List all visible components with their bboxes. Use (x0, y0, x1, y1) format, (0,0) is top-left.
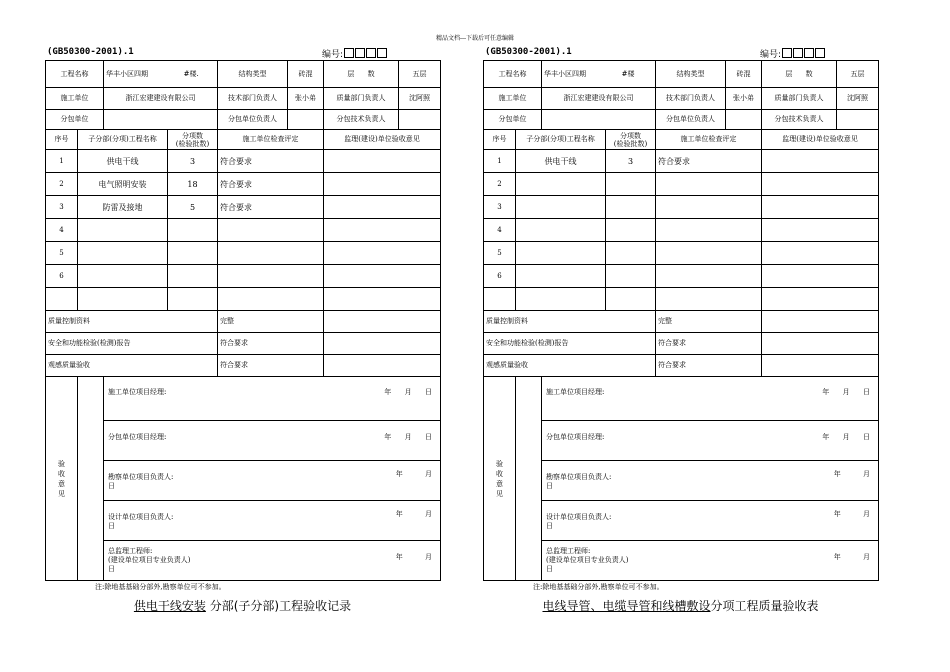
row-name (78, 265, 168, 288)
acceptance-body-table (483, 149, 879, 581)
row-name (516, 219, 606, 242)
item-row (484, 265, 879, 288)
row-eval (656, 173, 762, 196)
tech-head-label: 技术部门负责人 (218, 88, 288, 110)
column-header-row (46, 130, 441, 150)
signature-date: 年 月 日 (822, 388, 870, 396)
row-name: 供电干线 (516, 150, 606, 173)
row-seq: 3 (46, 196, 78, 219)
row-count (606, 219, 656, 242)
row-count: 3 (168, 150, 218, 173)
form-header (483, 46, 878, 60)
appearance-check-opinion (324, 355, 441, 377)
row-count (168, 242, 218, 265)
item-row (46, 196, 441, 219)
signature-label: 施工单位项目经理: (108, 388, 167, 396)
item-row (484, 173, 879, 196)
form-number (322, 47, 387, 60)
row-count: 5 (168, 196, 218, 219)
appearance-check-label: 观感质量验收 (484, 355, 656, 377)
appearance-check-value: 符合要求 (656, 355, 762, 377)
col-count: 分项数 (检验批数) (606, 130, 656, 150)
signature-row (484, 541, 879, 581)
row-eval (656, 219, 762, 242)
form-header (45, 46, 440, 60)
col-seq: 序号 (46, 130, 78, 150)
project-name: 华丰小区四期 #楼. (104, 61, 218, 88)
floors-label: 层 数 (762, 61, 837, 88)
quality-head-label: 质量部门负责人 (762, 88, 837, 110)
contractor-label: 施工单位 (46, 88, 104, 110)
signature-cell (542, 377, 879, 421)
row-eval: 符合要求 (218, 173, 324, 196)
row-opinion (324, 219, 441, 242)
signature-date: 年 月 (395, 553, 432, 561)
info-row (46, 88, 441, 110)
row-seq: 5 (46, 242, 78, 265)
row-eval (218, 219, 324, 242)
row-opinion (324, 196, 441, 219)
sub-tech-value (837, 110, 879, 130)
top-note: 精品文档---下载后可任意编辑 (435, 35, 515, 42)
item-row (46, 173, 441, 196)
signature-row (46, 541, 441, 581)
contractor-value: 浙江宏建建设有限公司 (542, 88, 656, 110)
row-seq: 2 (484, 173, 516, 196)
signature-label: 分包单位项目经理: (546, 433, 605, 441)
safety-report-opinion (324, 333, 441, 355)
acceptance-table (483, 60, 879, 150)
row-eval (218, 265, 324, 288)
tech-head-value: 张小弟 (726, 88, 762, 110)
row-seq: 1 (46, 150, 78, 173)
row-seq: 2 (46, 173, 78, 196)
signature-label: 总监理工程师: (建设单位项目专业负责人) 日 (108, 547, 191, 573)
signature-cell (104, 377, 441, 421)
row-name (78, 242, 168, 265)
acceptance-blank (78, 377, 104, 581)
safety-report-value: 符合要求 (218, 333, 324, 355)
info-row (46, 61, 441, 88)
item-row (46, 150, 441, 173)
appearance-check-value: 符合要求 (218, 355, 324, 377)
row-opinion (762, 219, 879, 242)
row-opinion (762, 150, 879, 173)
col-opinion: 监理(建设)单位验收意见 (324, 130, 441, 150)
item-row (484, 288, 879, 311)
signature-date: 年 月 (833, 470, 870, 478)
row-count (606, 173, 656, 196)
row-eval: 符合要求 (218, 150, 324, 173)
signature-row (46, 501, 441, 541)
row-opinion (762, 196, 879, 219)
quality-docs-value: 完整 (656, 311, 762, 333)
item-row (484, 219, 879, 242)
safety-report-value: 符合要求 (656, 333, 762, 355)
row-opinion (762, 173, 879, 196)
row-name (516, 173, 606, 196)
floors-label: 层 数 (324, 61, 399, 88)
signature-row (484, 377, 879, 421)
subcontractor-label: 分包单位 (484, 110, 542, 130)
left-acceptance-form (45, 46, 440, 614)
row-seq: 3 (484, 196, 516, 219)
quality-docs-label: 质量控制资料 (484, 311, 656, 333)
row-opinion (762, 242, 879, 265)
signature-label: 设计单位项目负责人: 日 (108, 513, 174, 530)
row-eval: 符合要求 (656, 150, 762, 173)
info-row (484, 88, 879, 110)
row-seq: 6 (484, 265, 516, 288)
row-count (606, 265, 656, 288)
info-row (484, 110, 879, 130)
row-count (606, 288, 656, 311)
row-count (168, 265, 218, 288)
structure-label: 结构类型 (218, 61, 288, 88)
number-box[interactable] (344, 48, 354, 58)
tech-head-value: 张小弟 (288, 88, 324, 110)
structure-label: 结构类型 (656, 61, 726, 88)
acceptance-blank (516, 377, 542, 581)
project-name: 华丰小区四期 #楼 (542, 61, 656, 88)
signature-cell (104, 461, 441, 501)
signature-cell (542, 501, 879, 541)
quality-docs-row (46, 311, 441, 333)
row-count (168, 219, 218, 242)
sub-tech-label: 分包技术负责人 (762, 110, 837, 130)
footnote: 注:除地基基础分部外,勘察单位可不参加。 (95, 583, 226, 591)
tech-head-label: 技术部门负责人 (656, 88, 726, 110)
floors-value: 五层 (837, 61, 879, 88)
item-row (46, 219, 441, 242)
safety-report-label: 安全和功能检验(检测)报告 (46, 333, 218, 355)
safety-report-label: 安全和功能检验(检测)报告 (484, 333, 656, 355)
row-seq: 4 (484, 219, 516, 242)
row-eval (656, 242, 762, 265)
quality-head-value: 沈阿照 (399, 88, 441, 110)
signature-cell (542, 421, 879, 461)
footnote: 注:除地基基础分部外,勘察单位可不参加。 (533, 583, 664, 591)
structure-value: 砖混 (726, 61, 762, 88)
form-title-rest: 分部(子分部)工程验收记录 (205, 599, 352, 613)
row-eval (656, 288, 762, 311)
signature-label: 总监理工程师: (建设单位项目专业负责人) 日 (546, 547, 629, 573)
signature-cell (542, 541, 879, 581)
row-name: 电气照明安装 (78, 173, 168, 196)
row-opinion (324, 265, 441, 288)
col-opinion: 监理(建设)单位验收意见 (762, 130, 879, 150)
signature-cell (104, 541, 441, 581)
acceptance-body-table (45, 149, 441, 581)
signature-date: 年 月 (833, 553, 870, 561)
sub-tech-label: 分包技术负责人 (324, 110, 399, 130)
number-box[interactable] (793, 48, 803, 58)
row-opinion (762, 288, 879, 311)
signature-date: 年 月 (833, 510, 870, 518)
number-box[interactable] (366, 48, 376, 58)
signature-date: 年 月 日 (384, 388, 432, 396)
sub-head-label: 分包单位负责人 (218, 110, 288, 130)
sub-head-value (288, 110, 324, 130)
quality-docs-row (484, 311, 879, 333)
signature-row (46, 421, 441, 461)
form-title-rest: 分项工程质量验收表 (710, 599, 819, 613)
signature-date: 年 月 日 (822, 433, 870, 441)
acceptance-label: 验 收 意 见 (484, 377, 516, 581)
appearance-check-opinion (762, 355, 879, 377)
number-box[interactable] (355, 48, 365, 58)
subcontractor-label: 分包单位 (46, 110, 104, 130)
form-title (483, 597, 878, 614)
row-opinion (324, 242, 441, 265)
quality-head-label: 质量部门负责人 (324, 88, 399, 110)
row-opinion (324, 173, 441, 196)
form-title-subject: 电线导管、电缆导管和线槽敷设 (542, 599, 711, 613)
signature-row (46, 377, 441, 421)
appearance-check-label: 观感质量验收 (46, 355, 218, 377)
form-number (760, 47, 825, 60)
number-label: 编号: (322, 50, 344, 60)
item-row (484, 196, 879, 219)
quality-docs-opinion (324, 311, 441, 333)
signature-date: 年 月 日 (384, 433, 432, 441)
row-seq (46, 288, 78, 311)
quality-head-value: 沈阿照 (837, 88, 879, 110)
row-eval (656, 265, 762, 288)
row-count: 18 (168, 173, 218, 196)
sub-head-label: 分包单位负责人 (656, 110, 726, 130)
signature-cell (104, 501, 441, 541)
safety-report-row (484, 333, 879, 355)
row-seq: 4 (46, 219, 78, 242)
contractor-label: 施工单位 (484, 88, 542, 110)
item-row (484, 150, 879, 173)
signature-label: 勘察单位项目负责人: 日 (108, 473, 174, 490)
number-box[interactable] (804, 48, 814, 58)
appearance-check-row (484, 355, 879, 377)
col-name: 子分部(分项)工程名称 (516, 130, 606, 150)
subcontractor-value (542, 110, 656, 130)
signature-date: 年 月 (395, 470, 432, 478)
info-row (46, 110, 441, 130)
row-opinion (324, 150, 441, 173)
standard-code: (GB50300-2001).1 (47, 47, 134, 57)
row-count (168, 288, 218, 311)
signature-label: 设计单位项目负责人: 日 (546, 513, 612, 530)
row-eval: 符合要求 (218, 196, 324, 219)
number-box[interactable] (815, 48, 825, 58)
column-header-row (484, 130, 879, 150)
row-seq: 6 (46, 265, 78, 288)
sub-tech-value (399, 110, 441, 130)
col-seq: 序号 (484, 130, 516, 150)
col-name: 子分部(分项)工程名称 (78, 130, 168, 150)
row-eval (218, 242, 324, 265)
row-count: 3 (606, 150, 656, 173)
col-eval: 施工单位检查评定 (218, 130, 324, 150)
form-title-subject: 供电干线安装 (133, 599, 206, 613)
acceptance-label: 验 收 意 见 (46, 377, 78, 581)
row-eval (218, 288, 324, 311)
row-opinion (762, 265, 879, 288)
signature-label: 施工单位项目经理: (546, 388, 605, 396)
row-name (516, 242, 606, 265)
item-row (484, 242, 879, 265)
signature-row (46, 461, 441, 501)
row-seq (484, 288, 516, 311)
signature-row (484, 501, 879, 541)
row-name (516, 196, 606, 219)
row-name: 供电干线 (78, 150, 168, 173)
quality-docs-opinion (762, 311, 879, 333)
quality-docs-value: 完整 (218, 311, 324, 333)
safety-report-row (46, 333, 441, 355)
signature-date: 年 月 (395, 510, 432, 518)
contractor-value: 浙江宏建建设有限公司 (104, 88, 218, 110)
number-box[interactable] (782, 48, 792, 58)
signature-label: 分包单位项目经理: (108, 433, 167, 441)
row-name (78, 219, 168, 242)
row-eval (656, 196, 762, 219)
project-name-label: 工程名称 (484, 61, 542, 88)
subcontractor-value (104, 110, 218, 130)
quality-docs-label: 质量控制资料 (46, 311, 218, 333)
row-opinion (324, 288, 441, 311)
row-seq: 1 (484, 150, 516, 173)
structure-value: 砖混 (288, 61, 324, 88)
project-name-label: 工程名称 (46, 61, 104, 88)
acceptance-table (45, 60, 441, 150)
col-count: 分项数 (检验批数) (168, 130, 218, 150)
row-count (606, 242, 656, 265)
safety-report-opinion (762, 333, 879, 355)
row-name (78, 288, 168, 311)
number-box[interactable] (377, 48, 387, 58)
right-acceptance-form (483, 46, 878, 614)
signature-cell (542, 461, 879, 501)
row-name (516, 288, 606, 311)
signature-row (484, 421, 879, 461)
signature-row (484, 461, 879, 501)
number-label: 编号: (760, 50, 782, 60)
row-count (606, 196, 656, 219)
row-seq: 5 (484, 242, 516, 265)
floors-value: 五层 (399, 61, 441, 88)
item-row (46, 242, 441, 265)
signature-label: 勘察单位项目负责人: 日 (546, 473, 612, 490)
form-title (45, 597, 440, 614)
info-row (484, 61, 879, 88)
item-row (46, 288, 441, 311)
col-eval: 施工单位检查评定 (656, 130, 762, 150)
row-name: 防雷及接地 (78, 196, 168, 219)
signature-cell (104, 421, 441, 461)
appearance-check-row (46, 355, 441, 377)
sub-head-value (726, 110, 762, 130)
standard-code: (GB50300-2001).1 (485, 47, 572, 57)
item-row (46, 265, 441, 288)
row-name (516, 265, 606, 288)
